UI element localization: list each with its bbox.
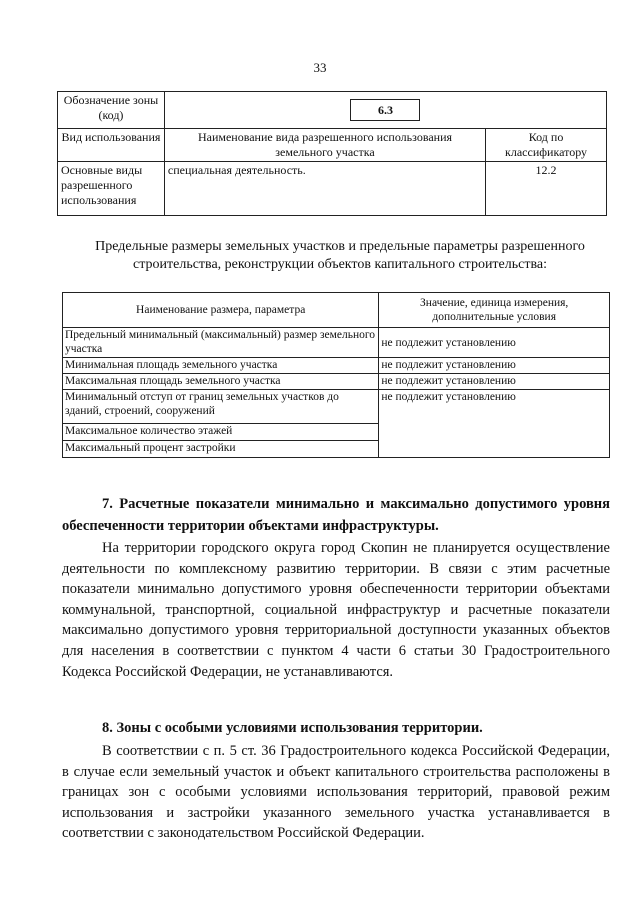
row-code: 12.2 [486, 162, 607, 216]
param-row-0: Предельный минимальный (максимальный) размер земельного участка [63, 328, 379, 358]
param-row-5: Максимальный процент застройки [63, 441, 379, 458]
zone-code-label: Обозначение зоны (код) [58, 92, 165, 129]
section8-heading: 8. Зоны с особыми условиями использования территории. [102, 720, 483, 736]
value-row-1: не подлежит установлению [379, 358, 610, 374]
value-row-0: не подлежит установлению [379, 328, 610, 358]
zone-code: 6.3 [350, 99, 420, 121]
param-row-3: Минимальный отступ от границ земельных участков до зданий, строений, сооружений [63, 390, 379, 424]
row-label: Основные виды разрешенного использования [58, 162, 165, 216]
param-row-1: Минимальная площадь земельного участка [63, 358, 379, 374]
params-header-value: Значение, единица измерения, дополнительные условия [379, 293, 610, 328]
zone-code-cell [164, 92, 606, 129]
section7-heading: 7. Расчетные показатели минимально и максимально допустимого уровня обеспеченности территории объектами инфраструктуры. [62, 496, 610, 534]
params-table [62, 292, 610, 458]
section7-text: На территории городского округа город Скопин не планируется осуществление деятельности по комплексному развитию территории. В связи с этим расчетные показатели минимально допустимого уровня обеспеченности территории объектами коммунальной, транспортной, социальной инфраструктур и расчетные показатели максимально допустимого уровня территориальной доступности указанных объектов для населения в соответствии с пунктом 4 части 6 статьи 30 Градостроительного Кодекса Российской Федерации, не устанавливаются. [62, 540, 610, 680]
section8-text: В соответствии с п. 5 ст. 36 Градостроительного кодекса Российской Федерации, в случае если земельный участок и объект капитального строительства расположены в границах зон с особыми условиями использования территорий, правовой режим использования и застройки указанного земельного участка устанавливается в соответствии с законодательством Российской Федерации. [62, 743, 610, 842]
row-name: специальная деятельность. [164, 162, 485, 216]
header-name: Наименование вида разрешенного использования земельного участка [164, 129, 485, 162]
value-row-2: не подлежит установлению [379, 374, 610, 390]
params-caption: Предельные размеры земельных участков и предельные параметры разрешенного строительства, реконструкции объектов капитального строительства: [95, 239, 585, 272]
header-code: Код по классификатору [486, 129, 607, 162]
value-row-3: не подлежит установлению [379, 390, 610, 458]
zone-table [57, 91, 607, 216]
params-header-param: Наименование размера, параметра [63, 293, 379, 328]
param-row-2: Максимальная площадь земельного участка [63, 374, 379, 390]
header-type: Вид использования [58, 129, 165, 162]
param-row-4: Максимальное количество этажей [63, 424, 379, 441]
page-number: 33 [313, 60, 327, 75]
